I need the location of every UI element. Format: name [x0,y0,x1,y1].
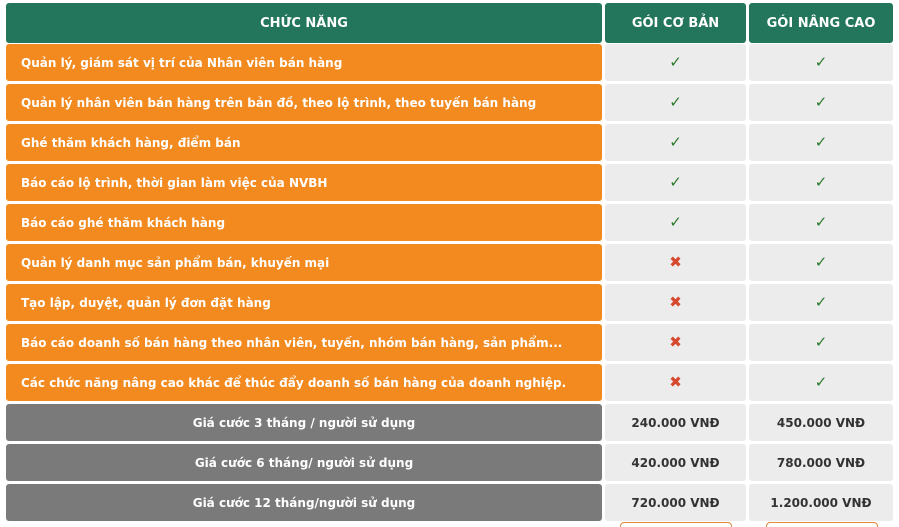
header-advanced-plan: GÓI NÂNG CAO [749,3,893,43]
basic-plan-mark [605,324,746,361]
feature-label: Tạo lập, duyệt, quản lý đơn đặt hàng [6,284,602,321]
price-row [0,484,899,521]
check-icon: ✓ [814,333,828,351]
cross-icon: ✖ [669,333,682,351]
basic-plan-mark [605,204,746,241]
table-header-row [0,3,899,43]
advanced-plan-mark [749,204,893,241]
table-row [0,324,899,361]
table-row [0,124,899,161]
check-icon: ✓ [814,93,828,111]
advanced-plan-mark [749,284,893,321]
advanced-plan-mark [749,244,893,281]
basic-plan-price: 720.000 VNĐ [605,484,746,521]
check-icon: ✓ [814,173,828,191]
check-icon: ✓ [669,213,682,231]
price-row [0,404,899,441]
basic-plan-mark [605,44,746,81]
header-basic-plan: GÓI CƠ BẢN [605,3,746,43]
cross-icon: ✖ [669,253,682,271]
advanced-plan-button[interactable] [766,522,878,527]
advanced-plan-mark [749,84,893,121]
check-icon: ✓ [814,53,828,71]
feature-label: Quản lý nhân viên bán hàng trên bản đồ, theo lộ trình, theo tuyến bán hàng [6,84,602,121]
basic-plan-price: 420.000 VNĐ [605,444,746,481]
advanced-plan-mark [749,364,893,401]
advanced-plan-mark [749,44,893,81]
table-row [0,84,899,121]
check-icon: ✓ [814,213,828,231]
basic-plan-mark [605,124,746,161]
header-feature: CHỨC NĂNG [6,3,602,43]
advanced-plan-price: 1.200.000 VNĐ [749,484,893,521]
basic-plan-mark [605,364,746,401]
basic-plan-mark [605,284,746,321]
check-icon: ✓ [669,173,682,191]
table-row [0,164,899,201]
table-row [0,364,899,401]
table-row [0,44,899,81]
advanced-plan-price: 450.000 VNĐ [749,404,893,441]
check-icon: ✓ [814,133,828,151]
check-icon: ✓ [669,93,682,111]
cross-icon: ✖ [669,293,682,311]
feature-label: Báo cáo doanh số bán hàng theo nhân viên, tuyến, nhóm bán hàng, sản phẩm... [6,324,602,361]
feature-label: Quản lý, giám sát vị trí của Nhân viên bán hàng [6,44,602,81]
price-label: Giá cước 12 tháng/người sử dụng [6,484,602,521]
basic-plan-mark [605,244,746,281]
basic-plan-mark [605,84,746,121]
table-row [0,244,899,281]
table-row [0,204,899,241]
feature-label: Báo cáo ghé thăm khách hàng [6,204,602,241]
feature-label: Ghé thăm khách hàng, điểm bán [6,124,602,161]
basic-plan-mark [605,164,746,201]
feature-label: Quản lý danh mục sản phẩm bán, khuyến mại [6,244,602,281]
cross-icon: ✖ [669,373,682,391]
price-label: Giá cước 3 tháng / người sử dụng [6,404,602,441]
check-icon: ✓ [814,293,828,311]
advanced-plan-price: 780.000 VNĐ [749,444,893,481]
check-icon: ✓ [669,53,682,71]
basic-plan-button[interactable] [620,522,732,527]
feature-label: Báo cáo lộ trình, thời gian làm việc của NVBH [6,164,602,201]
table-row [0,284,899,321]
advanced-plan-mark [749,164,893,201]
check-icon: ✓ [814,253,828,271]
check-icon: ✓ [814,373,828,391]
basic-plan-price: 240.000 VNĐ [605,404,746,441]
check-icon: ✓ [669,133,682,151]
price-label: Giá cước 6 tháng/ người sử dụng [6,444,602,481]
advanced-plan-mark [749,124,893,161]
feature-label: Các chức năng nâng cao khác để thúc đẩy doanh số bán hàng của doanh nghiệp. [6,364,602,401]
advanced-plan-mark [749,324,893,361]
price-row [0,444,899,481]
